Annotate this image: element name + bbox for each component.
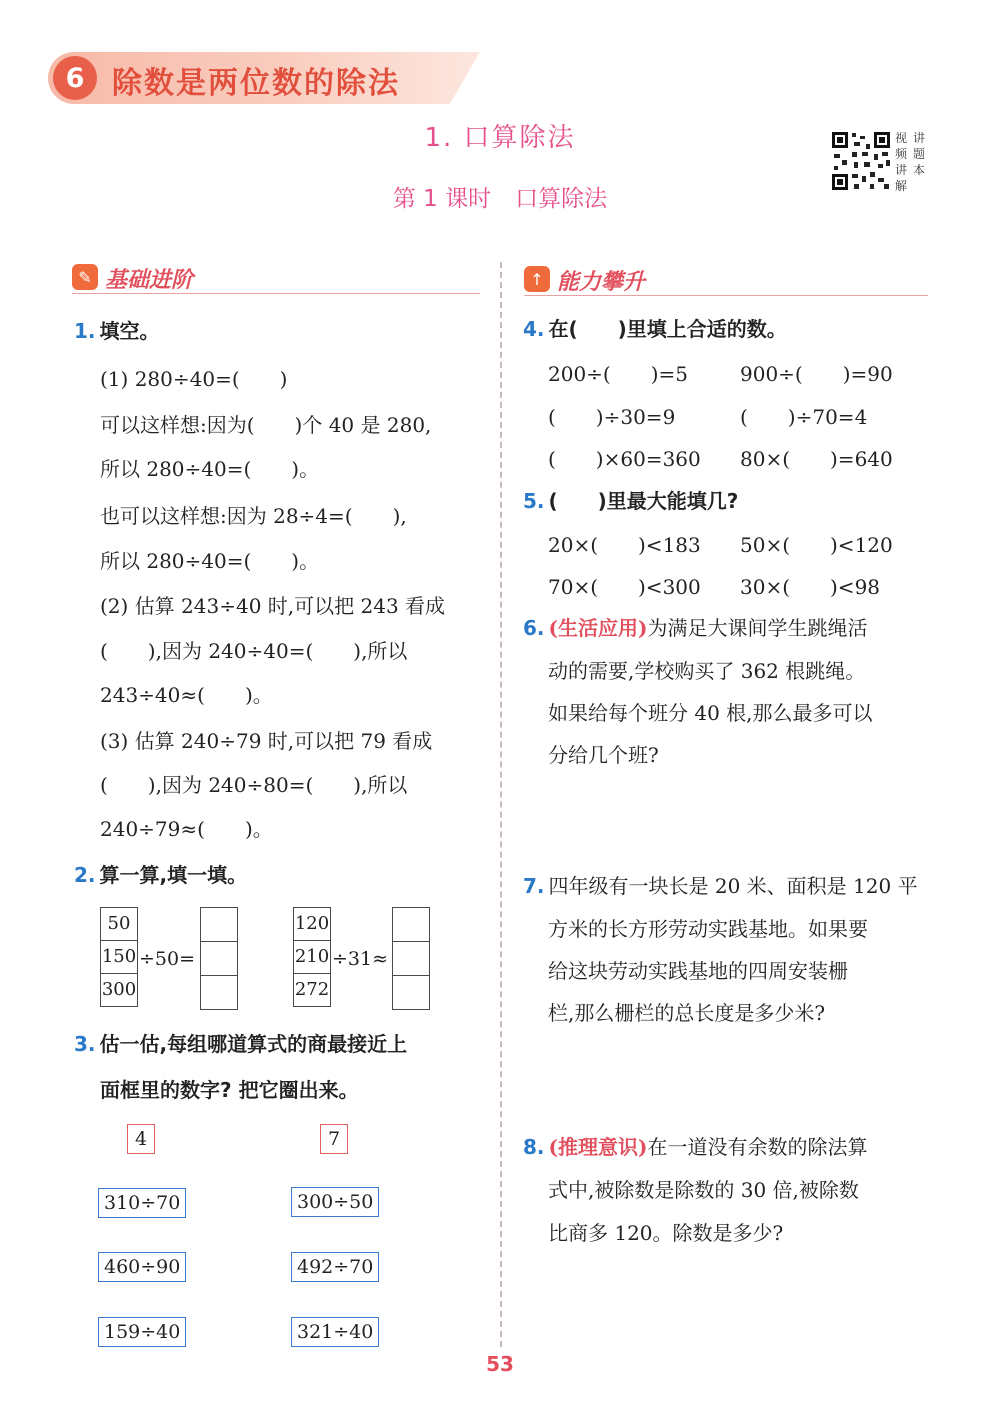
q5-item: 50×( )<120 [740, 533, 893, 557]
q2b-input-stack [293, 907, 331, 1007]
q1-line: ( ),因为 240÷80=( ),所以 [100, 773, 408, 797]
q1-line: 也可以这样想:因为 28÷4=( ), [100, 504, 407, 528]
q8-line: 在一道没有余数的除法算 [647, 1135, 868, 1159]
question-number: 8. [523, 1135, 545, 1159]
question-tag: (推理意识) [548, 1135, 648, 1159]
q1-line: 243÷40≈( )。 [100, 683, 273, 707]
q1-line: (2) 估算 243÷40 时,可以把 243 看成 [100, 594, 446, 618]
left-section-header: 基础进阶 [105, 268, 194, 293]
q3b-expression[interactable]: 321÷40 [291, 1317, 379, 1347]
q2b-value: 272 [294, 979, 330, 1000]
q4-item: 900÷( )=90 [740, 362, 893, 386]
question-text: 估一估,每组哪道算式的商最接近上 [99, 1032, 408, 1056]
q2a-input-stack [100, 907, 138, 1007]
q1-line: 所以 280÷40=( )。 [100, 457, 320, 481]
answer-cell[interactable] [201, 942, 237, 976]
left-header-rule [72, 293, 480, 294]
question-number: 1. [74, 319, 96, 343]
question-number: 2. [74, 863, 96, 887]
q1-line: ( ),因为 240÷40=( ),所以 [100, 639, 408, 663]
answer-cell[interactable] [201, 908, 237, 942]
q7-line: 方米的长方形劳动实践基地。如果要 [548, 917, 868, 941]
q1-line: (1) 280÷40=( ) [100, 367, 288, 391]
q8-line: 比商多 120。除数是多少? [548, 1221, 784, 1245]
q4-item: ( )÷30=9 [548, 405, 676, 429]
q3a-target: 4 [127, 1124, 155, 1154]
question-7 [523, 873, 918, 899]
q5-item: 20×( )<183 [548, 533, 701, 557]
q2b-operator: ÷31≈ [332, 948, 389, 970]
lesson-number: 第 1 课时 [392, 186, 492, 212]
q2a-operator: ÷50= [139, 948, 196, 970]
q1-line: 可以这样想:因为( )个 40 是 280, [100, 413, 432, 437]
qr-caption-line: 讲题本 [913, 131, 926, 177]
page-number: 53 [486, 1352, 514, 1376]
q4-item: ( )÷70=4 [740, 405, 868, 429]
q4-item: ( )×60=360 [548, 447, 701, 471]
question-text: 面框里的数字? 把它圈出来。 [100, 1078, 359, 1102]
column-divider [500, 262, 502, 1347]
question-6 [523, 615, 867, 641]
question-1-title [74, 318, 160, 344]
q7-line: 给这块劳动实践基地的四周安装栅 [548, 959, 848, 983]
q2a-value: 150 [101, 941, 137, 974]
chapter-title: 除数是两位数的除法 [112, 66, 400, 101]
q2b-value: 210 [294, 941, 330, 974]
q2a-value: 50 [101, 908, 137, 941]
question-text: 在( )里填上合适的数。 [548, 317, 787, 341]
right-section-header: 能力攀升 [557, 270, 646, 295]
q6-line: 分给几个班? [548, 743, 659, 767]
question-text: 填空。 [99, 319, 160, 343]
q4-item: 200÷( )=5 [548, 362, 689, 386]
qr-caption [895, 130, 935, 194]
question-2-title [74, 862, 247, 888]
rocket-icon: ↑ [524, 266, 550, 292]
pencil-icon: ✎ [72, 264, 98, 290]
q3b-expression[interactable]: 300÷50 [291, 1187, 379, 1217]
q2b-answer-stack[interactable] [392, 907, 430, 1010]
q3b-target: 7 [320, 1124, 348, 1154]
q1-line: 240÷79≈( )。 [100, 817, 273, 841]
section-title: 1. 口算除法 [424, 123, 576, 153]
chapter-number: 6 [53, 56, 97, 100]
q5-item: 30×( )<98 [740, 575, 881, 599]
answer-cell[interactable] [201, 976, 237, 1009]
q3b-expression[interactable]: 492÷70 [291, 1252, 379, 1282]
qr-caption-line: 视频讲解 [895, 131, 908, 193]
answer-cell[interactable] [393, 942, 429, 976]
answer-cell[interactable] [393, 908, 429, 942]
q1-line: 所以 280÷40=( )。 [100, 549, 320, 573]
question-3-title [74, 1031, 407, 1057]
question-number: 3. [74, 1032, 96, 1056]
q6-line: 为满足大课间学生跳绳活 [647, 616, 868, 640]
question-number: 5. [523, 489, 545, 513]
q7-line: 四年级有一块长是 20 米、面积是 120 平 [548, 874, 918, 898]
right-header-rule [524, 295, 928, 296]
lesson-name: 口算除法 [515, 186, 608, 212]
q4-item: 80×( )=640 [740, 447, 893, 471]
q2b-value: 120 [294, 908, 330, 941]
q3a-expression[interactable]: 310÷70 [98, 1188, 186, 1218]
q6-line: 动的需要,学校购买了 362 根跳绳。 [548, 659, 866, 683]
q7-line: 栏,那么栅栏的总长度是多少米? [548, 1001, 826, 1025]
q8-line: 式中,被除数是除数的 30 倍,被除数 [548, 1178, 859, 1202]
answer-cell[interactable] [393, 976, 429, 1009]
q5-item: 70×( )<300 [548, 575, 701, 599]
q2a-answer-stack[interactable] [200, 907, 238, 1010]
q6-line: 如果给每个班分 40 根,那么最多可以 [548, 701, 873, 725]
qr-code-icon[interactable] [830, 130, 892, 192]
q3a-expression[interactable]: 159÷40 [98, 1317, 186, 1347]
question-number: 4. [523, 317, 545, 341]
question-tag: (生活应用) [548, 616, 648, 640]
question-number: 6. [523, 616, 545, 640]
question-text: ( )里最大能填几? [548, 489, 739, 513]
question-number: 7. [523, 874, 545, 898]
q1-line: (3) 估算 240÷79 时,可以把 79 看成 [100, 729, 433, 753]
question-8 [523, 1134, 867, 1160]
q2a-value: 300 [101, 979, 137, 1000]
question-5-title [523, 488, 738, 514]
question-text: 算一算,填一填。 [99, 863, 248, 887]
q3a-expression[interactable]: 460÷90 [98, 1252, 186, 1282]
question-4-title [523, 316, 787, 342]
